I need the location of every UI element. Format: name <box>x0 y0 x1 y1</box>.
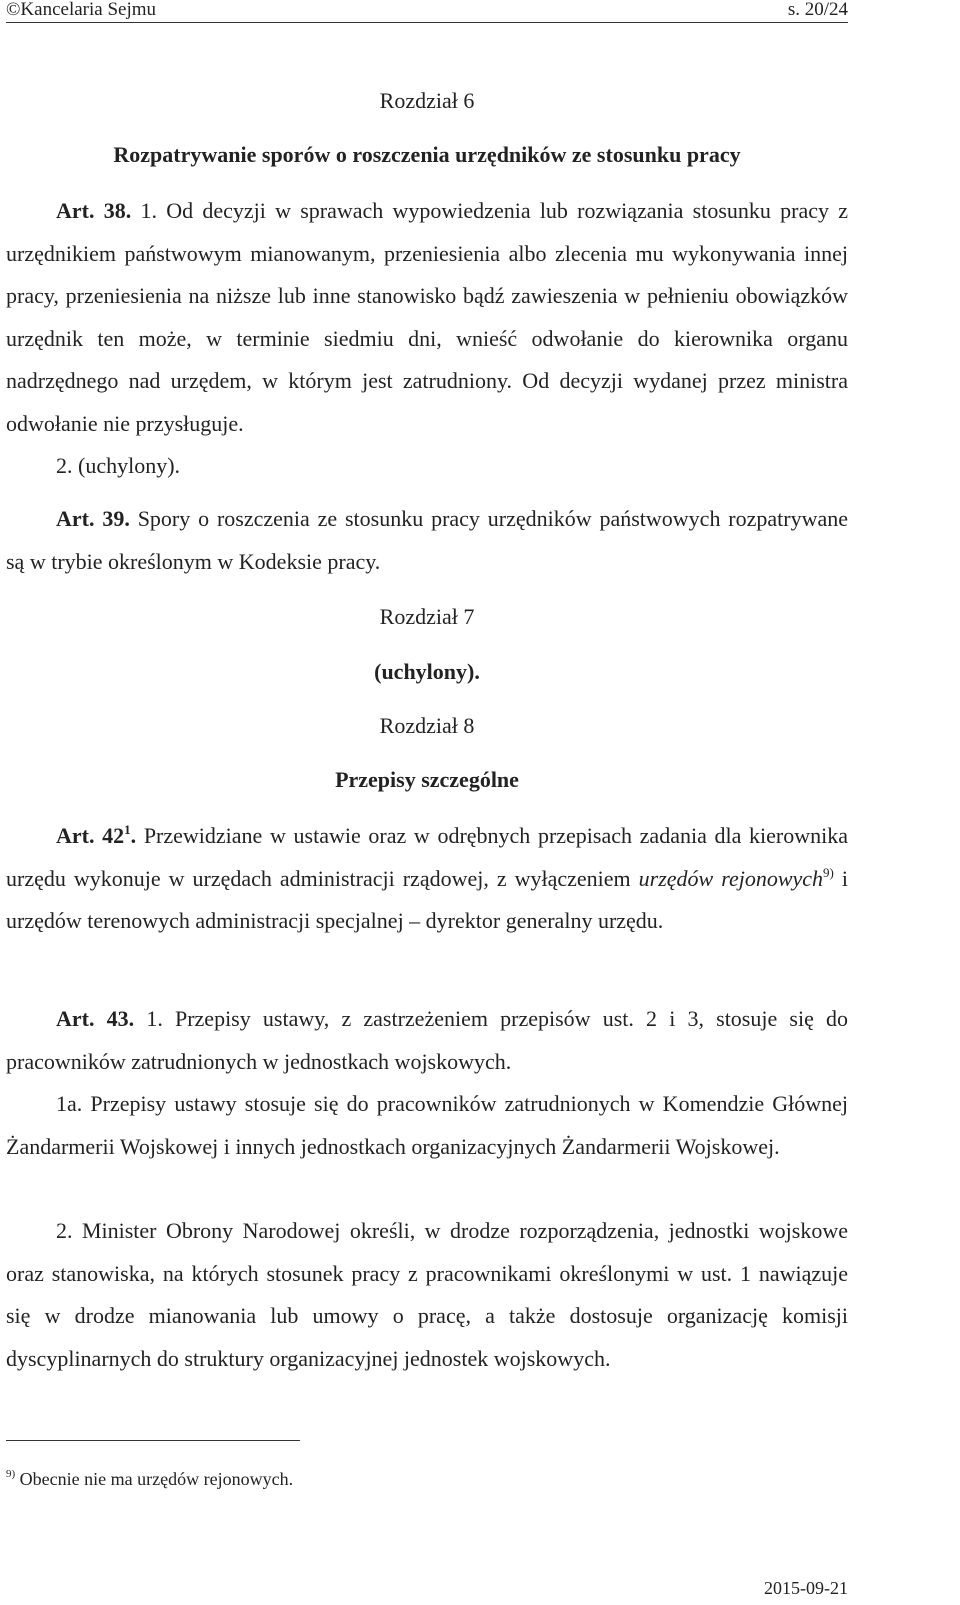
art-43-text-1: 1. Przepisy ustawy, z zastrzeżeniem przepisów ust. 2 i 3, stosuje się do pracowników zatrudnionych w jednostkach wojskowych. <box>6 1006 848 1074</box>
art-39-text: Spory o roszczenia ze stosunku pracy urzędników państwowych rozpatrywane są w trybie określonym w Kodeksie pracy. <box>6 506 848 574</box>
art-39-label: Art. 39. <box>56 506 130 531</box>
art-42-label-base: Art. 42 <box>56 823 125 848</box>
chapter-8-title: Przepisy szczególne <box>335 767 519 792</box>
art-42-1-text-a: Przewidziane w ustawie oraz w odrębnych przepisach zadania dla kierownika urzędu wykonuje w urzędach administracji rządowej, z wyłączeniem <box>6 823 849 891</box>
art-42-1-paragraph <box>6 815 848 943</box>
art-42-label-end: . <box>130 823 137 848</box>
chapter-7-title: (uchylony). <box>374 659 480 684</box>
footnote-separator <box>6 1440 300 1441</box>
art-42-1-text-b: i urzędów terenowych administracji specjalnej – dyrektor generalny urzędu. <box>6 865 849 933</box>
art-42-1-label <box>56 823 136 848</box>
art-43-label: Art. 43. <box>56 1006 135 1031</box>
art-38-text-1: 1. Od decyzji w sprawach wypowiedzenia lub rozwiązania stosunku pracy z urzędnikiem państwowym mianowanym, przeniesienia albo zlecenia mu wykonywania innej pracy, przeniesienia na niższe lub inne stanowisko bądź zawieszenia w pełnieniu obowiązków urzędnik ten może, w terminie siedmiu dni, wnieść odwołanie do kierownika organu nadrzędnego nad urzędem, w którym jest zatrudniony. Od decyzji wydanej przez ministra odwołanie nie przysługuje. <box>6 198 849 436</box>
art-38-paragraph-1 <box>6 190 848 445</box>
art-43-paragraph-1 <box>6 998 848 1083</box>
footnote-reference-9[interactable]: 9) <box>823 864 834 880</box>
header-page-number: s. 20/24 <box>787 0 848 20</box>
art-43-paragraph-1a: 1a. Przepisy ustawy stosuje się do pracowników zatrudnionych w Komendzie Głównej Żandarmerii Wojskowej i innych jednostkach organizacyjnych Żandarmerii Wojskowej. <box>6 1091 848 1159</box>
chapter-8-number: Rozdział 8 <box>379 713 475 738</box>
art-39-paragraph <box>6 498 848 583</box>
footnote-text: Obecnie nie ma urzędów rejonowych. <box>19 1469 294 1489</box>
art-38-paragraph-2: 2. (uchylony). <box>56 453 181 478</box>
art-43-paragraph-2: 2. Minister Obrony Narodowej określi, w drodze rozporządzenia, jednostki wojskowe oraz stanowiska, na których stosunek pracy z pracownikami określonymi w ust. 1 nawiązuje się w drodze mianowania lub umowy o pracę, a także dostosuje organizację komisji dyscyplinarnych do struktury organizacyjnej jednostek wojskowych. <box>6 1218 848 1371</box>
footnote-9 <box>6 1465 293 1493</box>
chapter-6-number: Rozdział 6 <box>379 88 475 113</box>
footnote-marker: 9) <box>6 1468 16 1480</box>
chapter-6-title: Rozpatrywanie sporów o roszczenia urzędników ze stosunku pracy <box>113 142 741 167</box>
art-42-label-superscript: 1 <box>124 822 131 837</box>
art-42-1-text-italic: urzędów rejonowych <box>638 865 824 891</box>
footer-date: 2015-09-21 <box>764 1578 848 1598</box>
art-38-label: Art. 38. <box>56 198 132 223</box>
header-copyright: ©Kancelaria Sejmu <box>6 0 157 20</box>
chapter-7-number: Rozdział 7 <box>379 604 475 629</box>
page-header <box>6 0 848 23</box>
